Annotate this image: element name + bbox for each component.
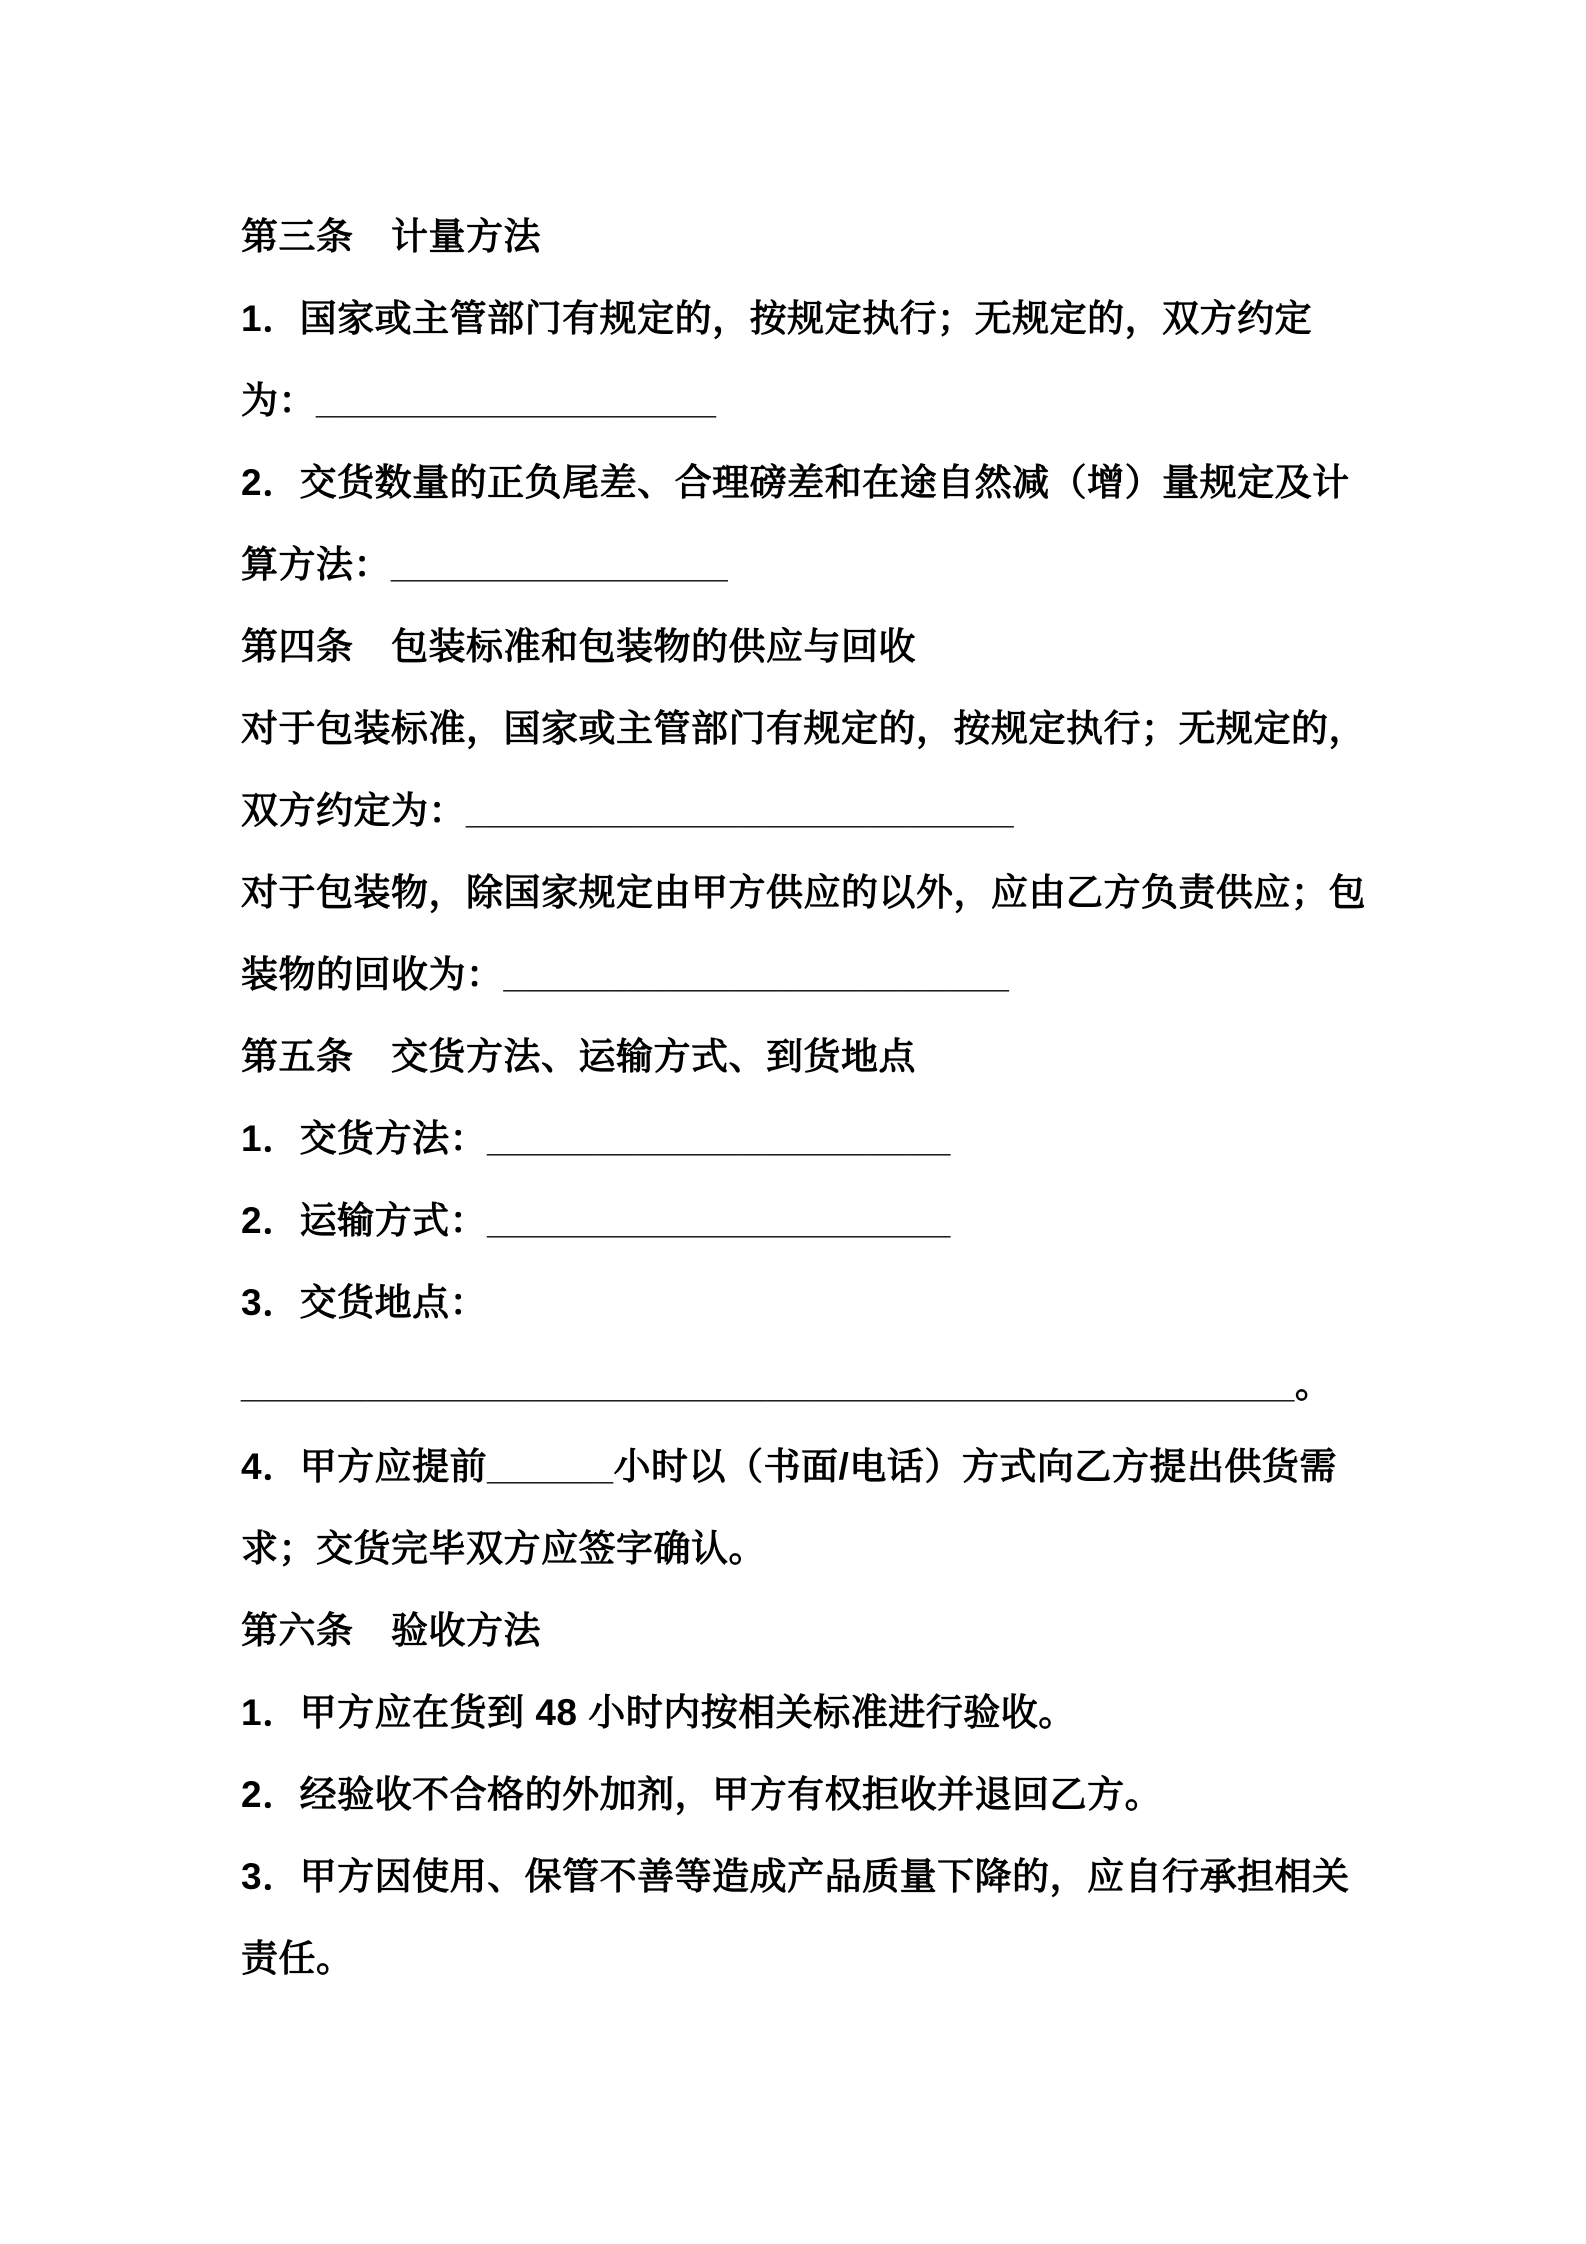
clause-6-3-line-2: 责任。 [241,1938,354,1979]
clause-3-2-blank-line: 算方法：________________ [241,544,729,585]
clause-4-packaging-line-1: 对于包装标准，国家或主管部门有规定的，按规定执行；无规定的， [241,708,1366,749]
article-6-heading: 第六条 验收方法 [241,1610,541,1651]
clause-4-packaging-blank-line: 双方约定为：__________________________ [241,790,1015,831]
clause-6-3-line-1: 3．甲方因使用、保管不善等造成产品质量下降的，应自行承担相关 [241,1856,1350,1897]
clause-5-3-blank-line: __________________________________________________。 [241,1364,1333,1405]
contract-text-block [241,196,1401,2000]
article-3-heading: 第三条 计量方法 [241,216,541,257]
clause-5-1-delivery-method-line: 1．交货方法：______________________ [241,1118,951,1159]
clause-3-1-blank-line: 为：___________________ [241,380,717,421]
clause-3-1-line: 1．国家或主管部门有规定的，按规定执行；无规定的，双方约定 [241,298,1313,339]
clause-5-2-transport-mode-line: 2．运输方式：______________________ [241,1200,951,1241]
clause-5-3-delivery-place-line: 3．交货地点： [241,1282,488,1323]
article-4-heading: 第四条 包装标准和包装物的供应与回收 [241,626,916,667]
clause-3-2-line: 2．交货数量的正负尾差、合理磅差和在途自然减（增）量规定及计 [241,462,1350,503]
clause-6-2-line: 2．经验收不合格的外加剂，甲方有权拒收并退回乙方。 [241,1774,1163,1815]
clause-6-1-line: 1．甲方应在货到 48 小时内按相关标准进行验收。 [241,1692,1076,1733]
clause-4-recycle-blank-line: 装物的回收为：________________________ [241,954,1010,995]
clause-5-4-line-1: 4．甲方应提前______小时以（书面/电话）方式向乙方提出供货需 [241,1446,1337,1487]
article-5-heading: 第五条 交货方法、运输方式、到货地点 [241,1036,916,1077]
clause-5-4-line-2: 求；交货完毕双方应签字确认。 [241,1528,766,1569]
clause-4-supply-line: 对于包装物，除国家规定由甲方供应的以外，应由乙方负责供应；包 [241,872,1366,913]
